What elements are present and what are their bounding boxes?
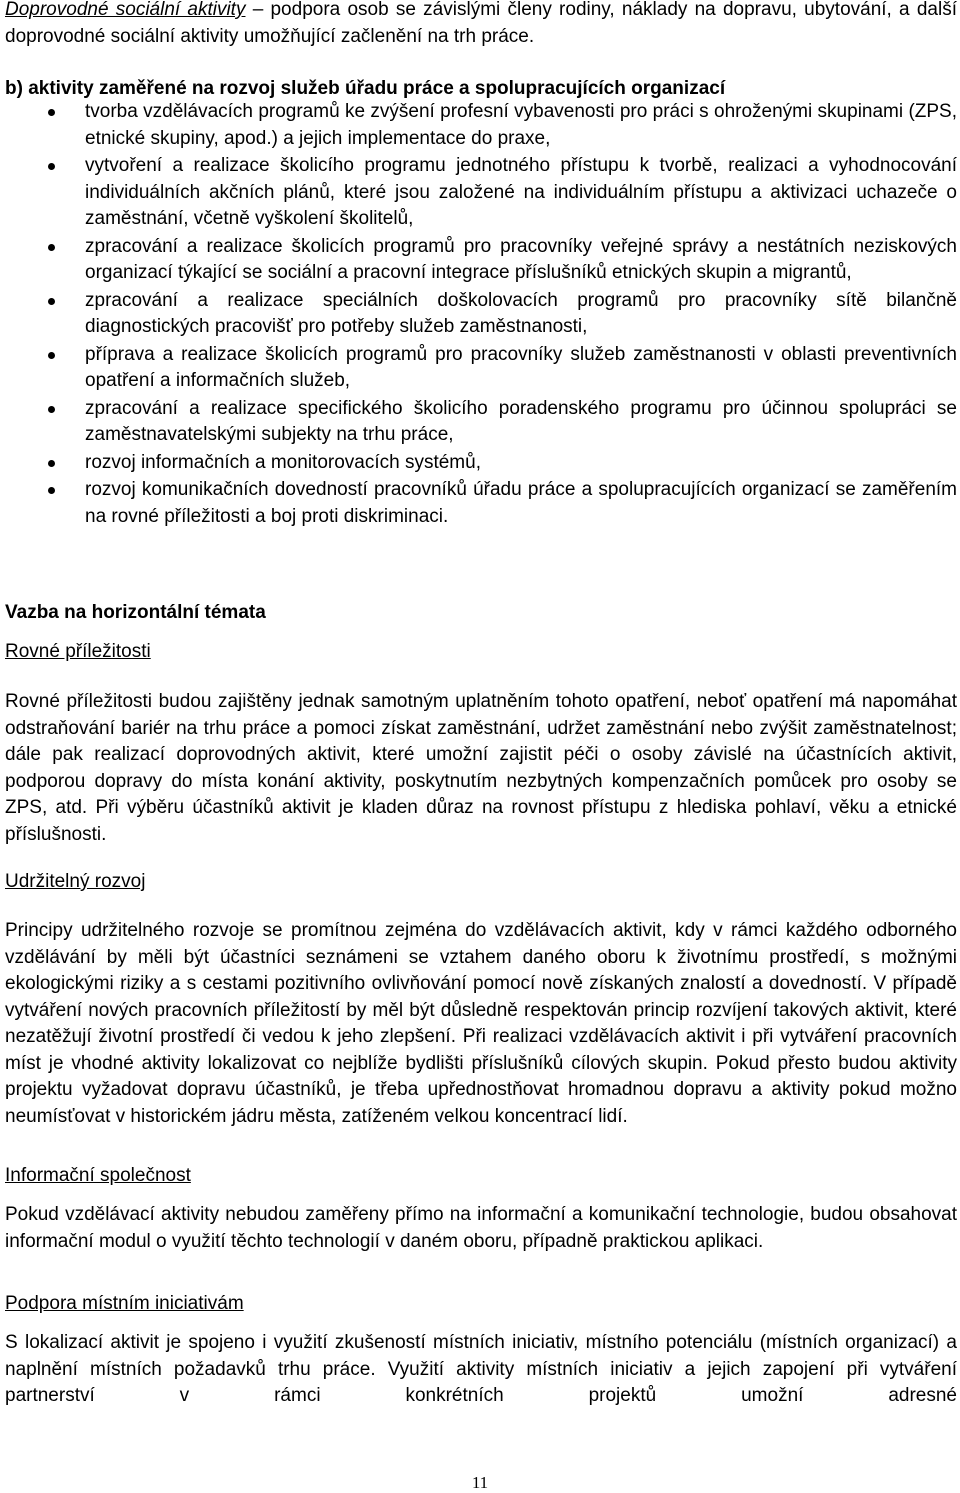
list-item-text: příprava a realizace školicích programů pro pracovníky služeb zaměstnanosti v oblasti preventivních opatření a informačních služeb, xyxy=(85,343,957,391)
list-item xyxy=(5,234,957,287)
bullet-icon xyxy=(48,109,55,116)
section-b-heading: b) aktivity zaměřené na rozvoj služeb úřadu práce a spolupracujících organizací xyxy=(5,78,726,99)
list-item xyxy=(5,450,957,477)
local-initiatives-text: S lokalizací aktivit je spojeno i využití zkušeností místních iniciativ, místního potenciálu (místních organizací) a naplnění místních požadavků trhu práce. Využití aktivity místních iniciativ a jejich zapojení při vytváření partnerství v rámci konkrétních projektů umožní adresné xyxy=(5,1332,957,1406)
information-society-text: Pokud vzdělávací aktivity nebudou zaměřeny přímo na informační a komunikační technologie, budou obsahovat informační modul o využití těchto technologií v daném oboru, případně praktickou aplikaci. xyxy=(5,1204,957,1252)
list-item xyxy=(5,396,957,449)
intro-link[interactable]: Doprovodné sociální aktivity xyxy=(5,0,246,20)
horizontal-themes-heading: Vazba na horizontální témata xyxy=(5,602,266,623)
local-initiatives-title: Podpora místním iniciativám xyxy=(5,1293,244,1314)
list-item-text: rozvoj informačních a monitorovacích systémů, xyxy=(85,451,481,473)
list-item xyxy=(5,477,957,530)
intro-text: – podpora osob se závislými členy rodiny, náklady na dopravu, ubytování, a další doprovodné sociální aktivity umožňující začlenění na trh práce. xyxy=(5,0,957,47)
equal-opportunities-title: Rovné příležitosti xyxy=(5,641,151,662)
page-number: 11 xyxy=(471,1473,489,1492)
bullet-icon xyxy=(48,163,55,170)
information-society-title: Informační společnost xyxy=(5,1165,191,1186)
section-b-list xyxy=(5,99,957,531)
list-item-text: zpracování a realizace specifického školicího poradenského programu pro účinnou spolupráci se zaměstnavatelskými subjekty na trhu práce, xyxy=(85,397,957,445)
list-item-text: zpracování a realizace speciálních doškolovacích programů pro pracovníky sítě bilančně diagnostických pracovišť pro potřeby služeb zaměstnanosti, xyxy=(85,289,957,337)
intro-paragraph xyxy=(5,0,957,50)
list-item xyxy=(5,342,957,395)
sustainable-development-title: Udržitelný rozvoj xyxy=(5,871,146,892)
equal-opportunities-text: Rovné příležitosti budou zajištěny jednak samotným uplatněním tohoto opatření, neboť opatření má napomáhat odstraňování bariér na trhu práce a pomoci získat zaměstnání, udržet zaměstnání nebo zvýšit zaměstnatelnost; dále pak realizací doprovodných aktivit, které umožní zajistit péči o osoby závislé na účastnících aktivit, podporou dopravy do místa konání aktivity, poskytnutím nezbytných kompenzačních pomůcek pro osoby se ZPS, atd. Při výběru účastníků aktivit je kladen důraz na rovnost přístupu z hlediska pohlaví, věku a etnické příslušnosti. xyxy=(5,691,957,845)
list-item-text: tvorba vzdělávacích programů ke zvýšení profesní vybavenosti pro práci s ohroženými skupinami (ZPS, etnické skupiny, apod.) a jejich implementace do praxe, xyxy=(85,101,957,149)
list-item xyxy=(5,99,957,152)
list-item xyxy=(5,288,957,341)
sustainable-development-text: Principy udržitelného rozvoje se promítnou zejména do vzdělávacích aktivit, kdy v rámci každého odborného vzdělávání by měli být účastníci seznámeni se vztahem daného oboru k životnímu prostředí, s možnými ekologickými riziky a s cestami pozitivního ovlivňování pomocí nově získaných znalostí a dovedností. V případě vytváření nových pracovních příležitostí by měl být důsledně respektován princip rozvíjení takových aktivit, které nezatěžují životní prostředí či vedou k jeho zlepšení. Při realizaci vzdělávacích aktivit i při vytváření pracovních míst je vhodné aktivity lokalizovat co nejblíže bydlišti příslušníků cílových skupin. Pokud přesto budou aktivity projektu vyžadovat dopravu účastníků, je třeba upřednostňovat hromadnou dopravu a aktivity pokud možno neumísťovat v historickém jádru města, zatíženém velkou koncentrací lidí. xyxy=(5,920,957,1127)
list-item-text: vytvoření a realizace školicího programu jednotného přístupu k tvorbě, realizaci a vyhodnocování individuálních akčních plánů, které jsou založené na individuálním přístupu a aktivizaci uchazeče o zaměstnání, včetně vyškolení školitelů, xyxy=(85,155,957,229)
list-item-text: zpracování a realizace školicích programů pro pracovníky veřejné správy a nestátních neziskových organizací týkající se sociální a pracovní integrace příslušníků etnických skupin a migrantů, xyxy=(85,235,957,283)
bullet-icon xyxy=(48,487,55,494)
list-item xyxy=(5,153,957,233)
bullet-icon xyxy=(48,352,55,359)
bullet-icon xyxy=(48,406,55,413)
list-item-text: rozvoj komunikačních dovedností pracovníků úřadu práce a spolupracujících organizací se zaměřením na rovné příležitosti a boj proti diskriminaci. xyxy=(85,479,957,527)
bullet-icon xyxy=(48,298,55,305)
bullet-icon xyxy=(48,244,55,251)
bullet-icon xyxy=(48,460,55,467)
